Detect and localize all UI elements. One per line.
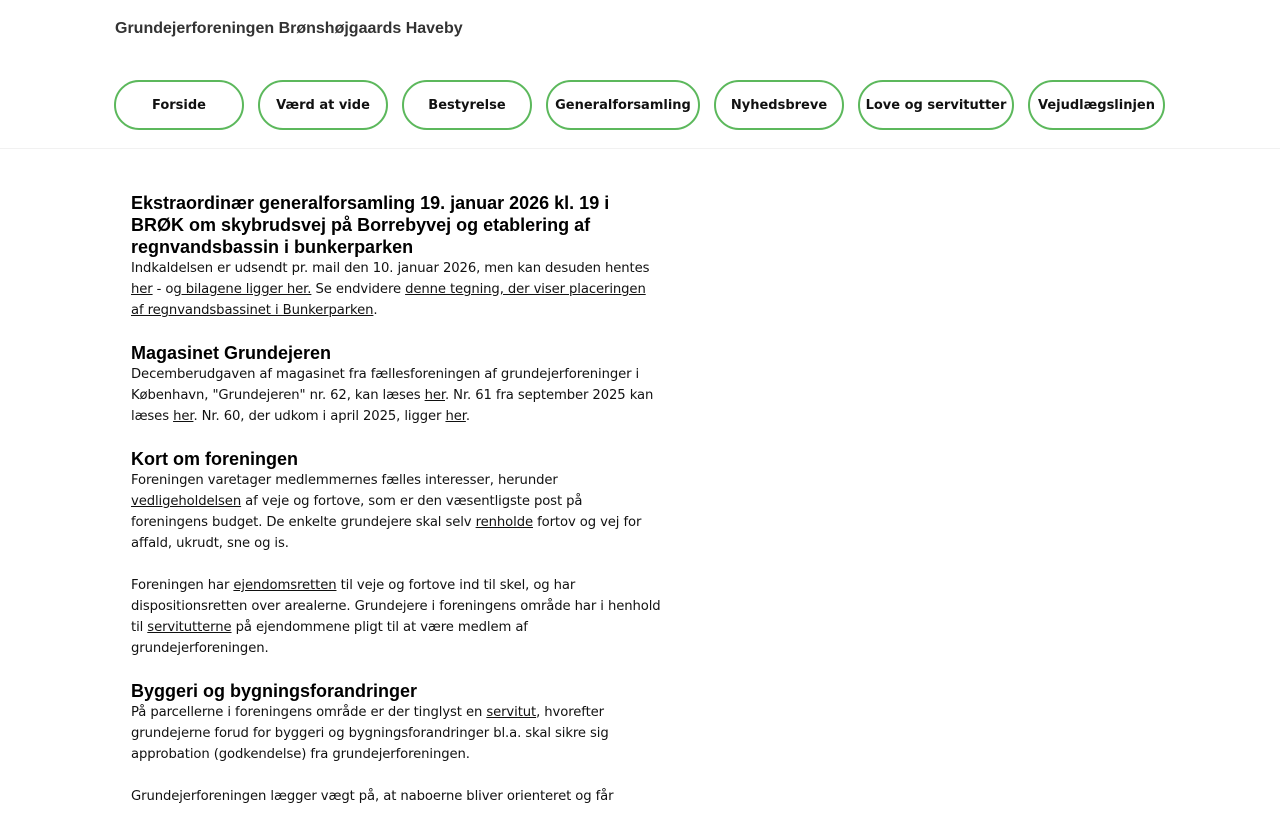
- text: af veje og fortove, som er den væsentligste post på foreningens budget. De enkelte grundejere skal selv: [131, 494, 583, 530]
- link-grundejeren-61[interactable]: her: [173, 409, 194, 424]
- text: På parcellerne i foreningens område er der tinglyst en: [131, 705, 487, 720]
- nav-vaerd-at-vide[interactable]: Værd at vide: [258, 80, 388, 130]
- main-content: [131, 192, 661, 828]
- text: fortov og vej for affald, ukrudt, sne og is.: [131, 515, 642, 551]
- section-paragraph: [131, 470, 661, 554]
- nav-forside[interactable]: Forside: [114, 80, 244, 130]
- link-vedligeholdelsen[interactable]: vedligeholdelsen: [131, 494, 242, 509]
- section-heading: Magasinet Grundejeren: [131, 343, 332, 363]
- text: , hvorefter grundejerne forud for byggeri og bygningsforandringer bl.a. skal sikre sig approbation (godkendelse) fra grundejerforeningen.: [131, 705, 609, 762]
- section-heading: Ekstraordinær generalforsamling 19. januar 2026 kl. 19 i BRØK om skybrudsvej på Borrebyvej og etablering af regnvandsbassin i bunkerparken: [131, 193, 610, 257]
- text: Grundejerforeningen lægger vægt på, at naboerne bliver orienteret og får: [131, 789, 614, 804]
- section-paragraph: [131, 258, 661, 321]
- section-kort-om-foreningen: [131, 448, 661, 659]
- link-ejendomsretten[interactable]: ejendomsretten: [233, 578, 337, 593]
- text: . Nr. 61 fra september 2025 kan læses: [131, 388, 654, 424]
- text: Foreningen varetager medlemmernes fælles interesser, herunder: [131, 473, 558, 488]
- text: Indkaldelsen er udsendt pr. mail den 10. januar 2026, men kan desuden hentes: [131, 261, 650, 276]
- link-servitut[interactable]: servitut: [486, 705, 537, 720]
- link-tegning[interactable]: denne tegning, der viser placeringen af regnvandsbassinet i Bunkerparken: [131, 282, 646, 318]
- section-paragraph: [131, 364, 661, 427]
- text: - o: [152, 282, 174, 297]
- section-paragraph: [131, 575, 661, 659]
- nav-nyhedsbreve[interactable]: Nyhedsbreve: [714, 80, 844, 130]
- link-bilagene[interactable]: g bilagene ligger her.: [173, 282, 312, 297]
- nav-generalforsamling[interactable]: Generalforsamling: [546, 80, 700, 130]
- text: Se endvidere: [311, 282, 406, 297]
- section-byggeri: [131, 680, 661, 807]
- section-paragraph: [131, 786, 661, 807]
- link-grundejeren-62[interactable]: her: [424, 388, 445, 403]
- section-heading: Byggeri og bygningsforandringer: [131, 681, 418, 701]
- main-nav: [114, 80, 1165, 130]
- section-heading: Kort om foreningen: [131, 449, 298, 469]
- text: Foreningen har: [131, 578, 234, 593]
- section-magasinet: [131, 342, 661, 427]
- text: på ejendommene pligt til at være medlem af grundejerforeningen.: [131, 620, 528, 656]
- link-renholde[interactable]: renholde: [475, 515, 533, 530]
- text: .: [373, 303, 378, 318]
- link-servitutterne[interactable]: servitutterne: [147, 620, 232, 635]
- text: . Nr. 60, der udkom i april 2025, ligger: [193, 409, 446, 424]
- text: .: [465, 409, 470, 424]
- link-grundejeren-60[interactable]: her: [445, 409, 466, 424]
- nav-bestyrelse[interactable]: Bestyrelse: [402, 80, 532, 130]
- text: Decemberudgaven af magasinet fra fællesforeningen af grundejerforeninger i København, "Grundejeren" nr. 62, kan læses: [131, 367, 640, 403]
- header-divider: [0, 148, 1280, 149]
- section-paragraph: [131, 702, 661, 765]
- text: til veje og fortove ind til skel, og har dispositionsretten over arealerne. Grundejere i foreningens område har i henhold til: [131, 578, 661, 635]
- nav-vejudlaegslinjen[interactable]: Vejudlægslinjen: [1028, 80, 1165, 130]
- link-indkaldelse-her[interactable]: her: [131, 282, 153, 297]
- nav-love-og-servitutter[interactable]: Love og servitutter: [858, 80, 1014, 130]
- section-ekstraordinaer-generalforsamling: [131, 192, 661, 321]
- site-title[interactable]: Grundejerforeningen Brønshøjgaards Haveby: [115, 20, 463, 37]
